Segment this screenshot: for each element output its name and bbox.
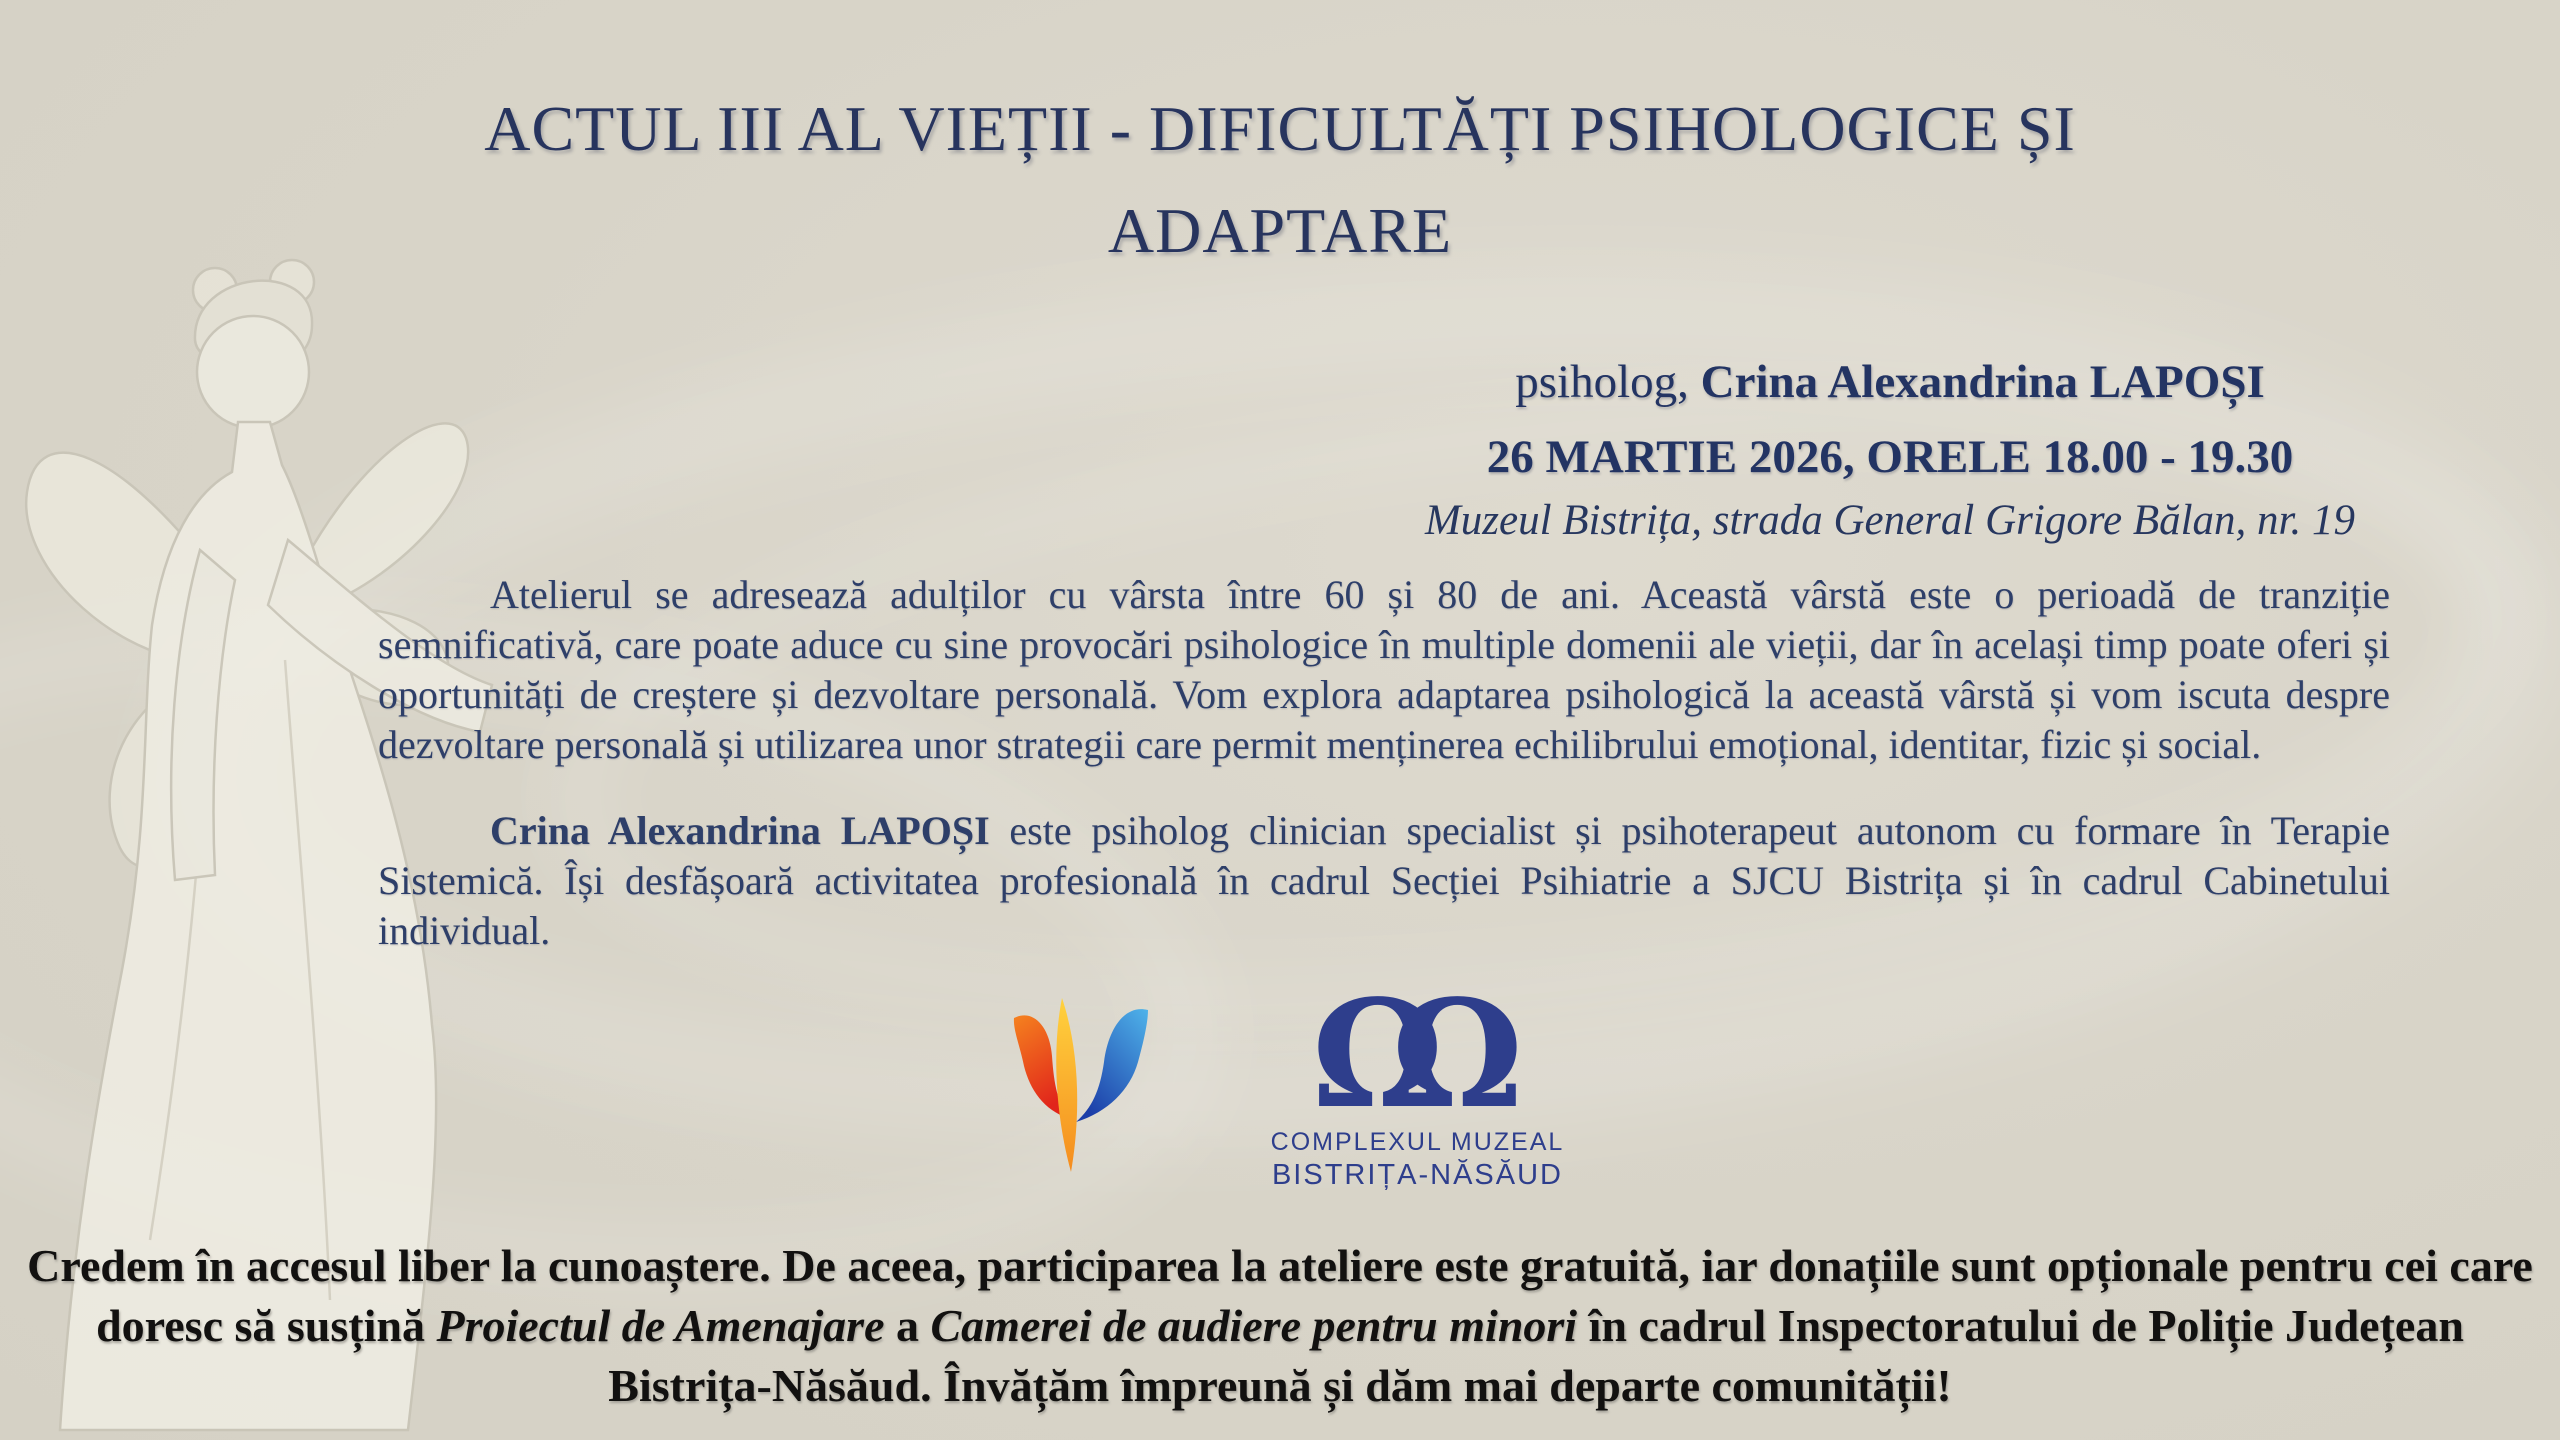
speaker-line — [1330, 352, 2450, 412]
omega-glyph: Ω — [1391, 967, 1472, 1141]
psi-middle-stroke — [1056, 998, 1077, 1172]
event-datetime: 26 MARTIE 2026, ORELE 18.00 - 19.30 — [1486, 431, 2294, 483]
speaker-bio-text: este psiholog clinician specialist și psihoterapeut autonom cu formare în Terapie Sistemică. Își desfășoară activitatea profesională în cadrul Secției Psihiatrie a SJCU Bistrița și în cadrul Cabinetului individual. — [378, 808, 2390, 953]
psi-right-stroke — [1076, 1009, 1148, 1122]
museum-logo — [1270, 967, 1565, 1192]
speaker-bio-name: Crina Alexandrina LAPOȘI — [490, 808, 990, 853]
footer-text: Credem în accesul liber la cunoaștere. De aceea, participarea la ateliere este gratuită, iar donațiile sunt opționale pentru cei care doresc să susțină — [27, 1240, 2533, 1351]
event-location: Muzeul Bistrița, strada General Grigore Bălan, nr. 19 — [1424, 497, 2356, 544]
speaker-bio-paragraph — [378, 806, 2390, 956]
footer-statement — [25, 1236, 2535, 1416]
event-info — [1330, 352, 2450, 548]
title-line-2: ADAPTARE — [1107, 195, 1453, 266]
omega-glyph: Ω — [1311, 967, 1392, 1141]
footer-italic-room: Camerei de audiere pentru minori — [930, 1300, 1578, 1351]
page-title — [0, 78, 2560, 282]
workshop-description-paragraph: Atelierul se adresează adulților cu vârsta între 60 și 80 de ani. Această vârstă este o perioadă de tranziție semnificativă, care poate aduce cu sine provocări psihologice în multiple domenii ale vieții, dar în același timp poate oferi și oportunități de creștere și dezvoltare personală. Vom explora adaptarea psihologică la această vârstă și vom iscuta despre dezvoltare personală și utilizarea unor strategii care permit menținerea echilibrului emoțional, identitar, fizic și social. — [378, 572, 2390, 767]
psychology-psi-logo — [996, 988, 1176, 1178]
museum-name-line-1: COMPLEXUL MUZEAL — [1270, 1128, 1565, 1156]
logos-row — [0, 967, 2560, 1192]
footer-italic-project: Proiectul de Amenajare — [436, 1300, 885, 1351]
footer-text: în cadrul Inspectoratului de Poliție Județean Bistrița-Năsăud. Învățăm împreună și dăm mai departe comunității! — [608, 1300, 2464, 1411]
museum-omega-mark — [1271, 967, 1565, 1141]
museum-name-line-2: BISTRIȚA-NĂSĂUD — [1271, 1159, 1563, 1191]
description — [378, 570, 2390, 956]
speaker-name: Crina Alexandrina LAPOȘI — [1700, 356, 2265, 408]
speaker-prefix: psiholog, — [1515, 356, 1701, 408]
footer-text: a — [884, 1300, 931, 1351]
title-line-1: ACTUL III AL VIEȚII - DIFICULTĂȚI PSIHOLOGICE ȘI — [484, 93, 2076, 164]
